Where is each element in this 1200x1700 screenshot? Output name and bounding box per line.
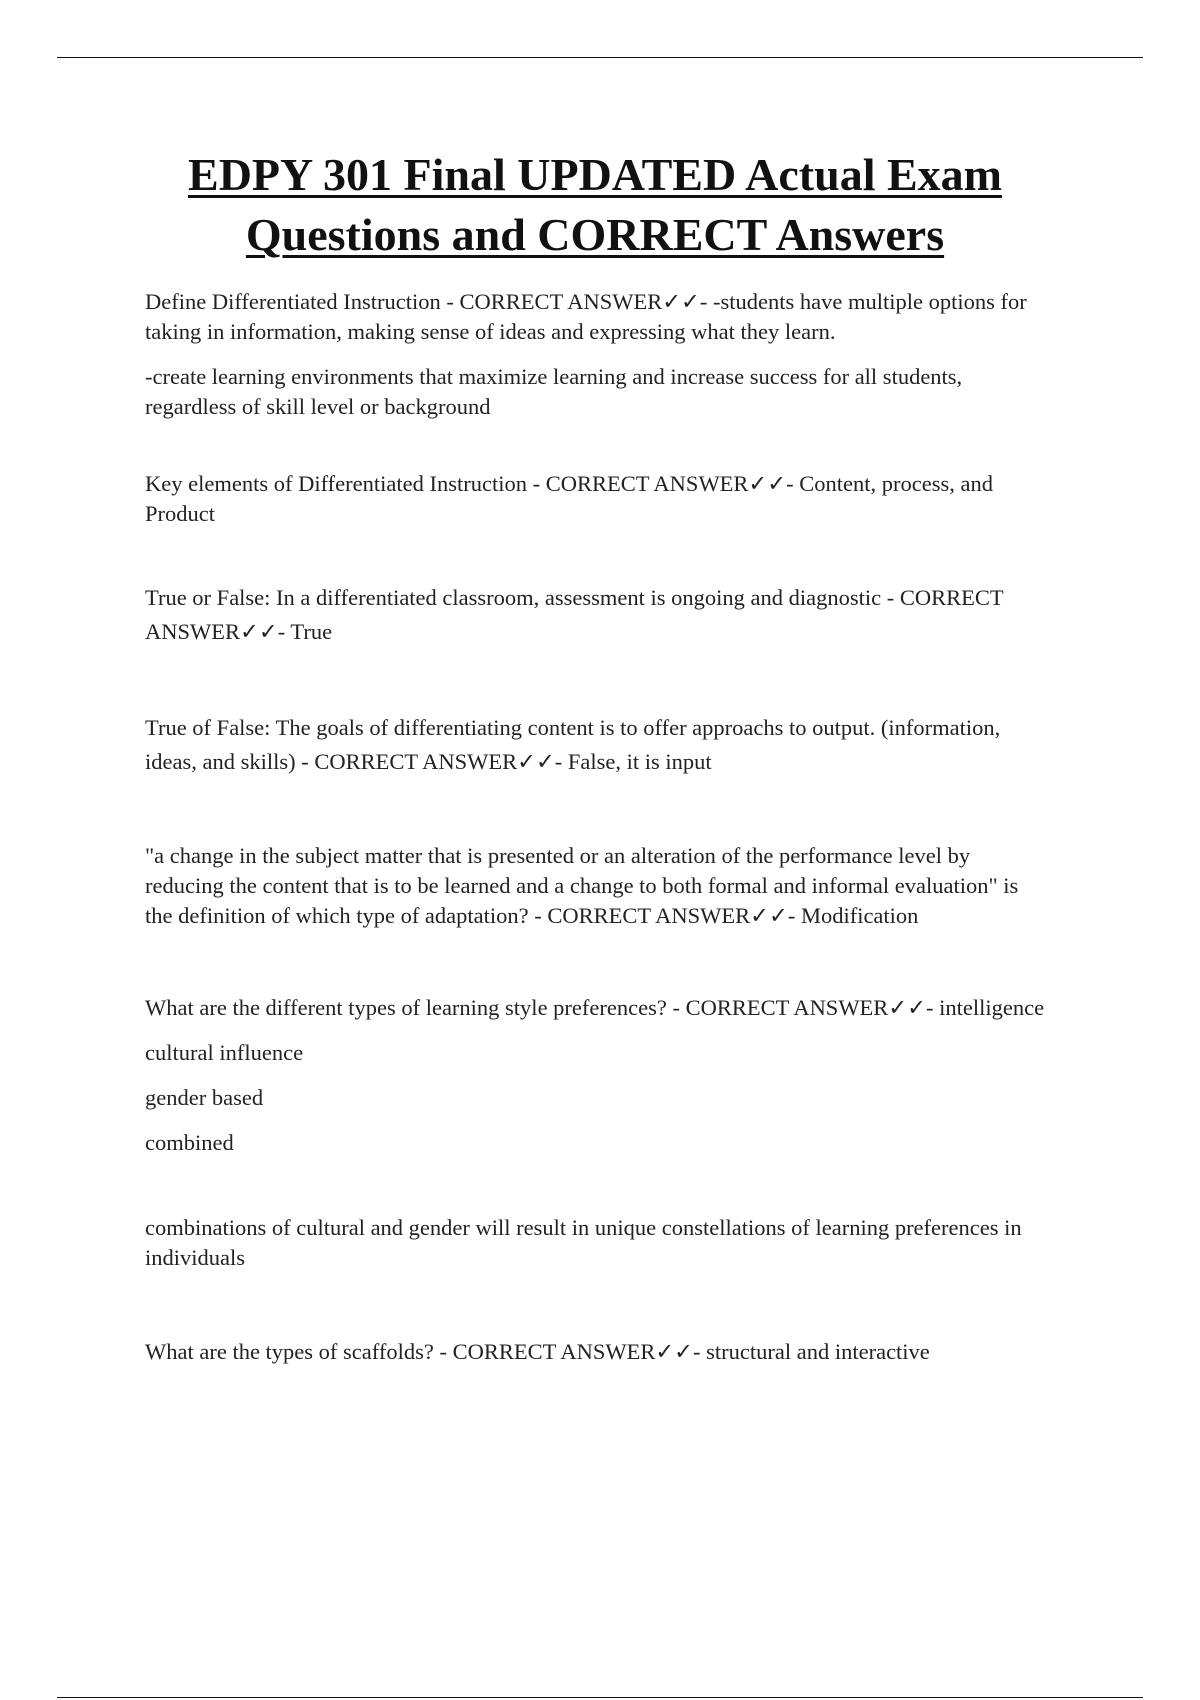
qa-paragraph: "a change in the subject matter that is presented or an alteration of the performance level by reducing the content that is to be learned and a change to both formal and informal evaluation" is the definition of which type of adaptation? - CORRECT ANSWER✓✓- Modification [145, 843, 1019, 928]
top-rule [57, 57, 1143, 58]
qa-paragraph: What are the different types of learning style preferences? - CORRECT ANSWER✓✓- intelligence [145, 995, 1045, 1020]
bottom-rule [57, 1697, 1143, 1698]
qa-paragraph: combined [145, 1130, 234, 1155]
qa-paragraph: Define Differentiated Instruction - CORRECT ANSWER✓✓- -students have multiple options for taking in information, making sense of ideas and expressing what they learn. [145, 289, 1027, 344]
qa-paragraph: True of False: The goals of differentiating content is to offer approachs to output. (information, ideas, and skills) - CORRECT ANSWER✓✓- False, it is input [145, 715, 1001, 774]
qa-item-7 [145, 1213, 1045, 1273]
qa-item-6 [145, 993, 1045, 1158]
document-page [145, 145, 1045, 1382]
qa-item-3 [145, 581, 1045, 649]
qa-paragraph: True or False: In a differentiated classroom, assessment is ongoing and diagnostic - CORRECT ANSWER✓✓- True [145, 585, 1004, 644]
title-line-1: EDPY 301 Final UPDATED Actual Exam [188, 149, 1002, 200]
document-title [135, 145, 1055, 265]
qa-paragraph: cultural influence [145, 1040, 304, 1065]
qa-item-1 [145, 287, 1045, 422]
qa-paragraph: combinations of cultural and gender will result in unique constellations of learning preferences in individuals [145, 1215, 1022, 1270]
qa-paragraph: What are the types of scaffolds? - CORRECT ANSWER✓✓- structural and interactive [145, 1339, 930, 1364]
document-body [145, 287, 1045, 1367]
qa-item-5 [145, 841, 1045, 931]
qa-item-2 [145, 469, 1045, 529]
qa-item-8 [145, 1337, 1045, 1367]
title-line-2: Questions and CORRECT Answers [245, 209, 945, 260]
qa-paragraph: -create learning environments that maximize learning and increase success for all students, regardless of skill level or background [145, 364, 963, 419]
qa-paragraph: Key elements of Differentiated Instruction - CORRECT ANSWER✓✓- Content, process, and Product [145, 471, 993, 526]
qa-item-4 [145, 711, 1045, 779]
qa-paragraph: gender based [145, 1085, 264, 1110]
